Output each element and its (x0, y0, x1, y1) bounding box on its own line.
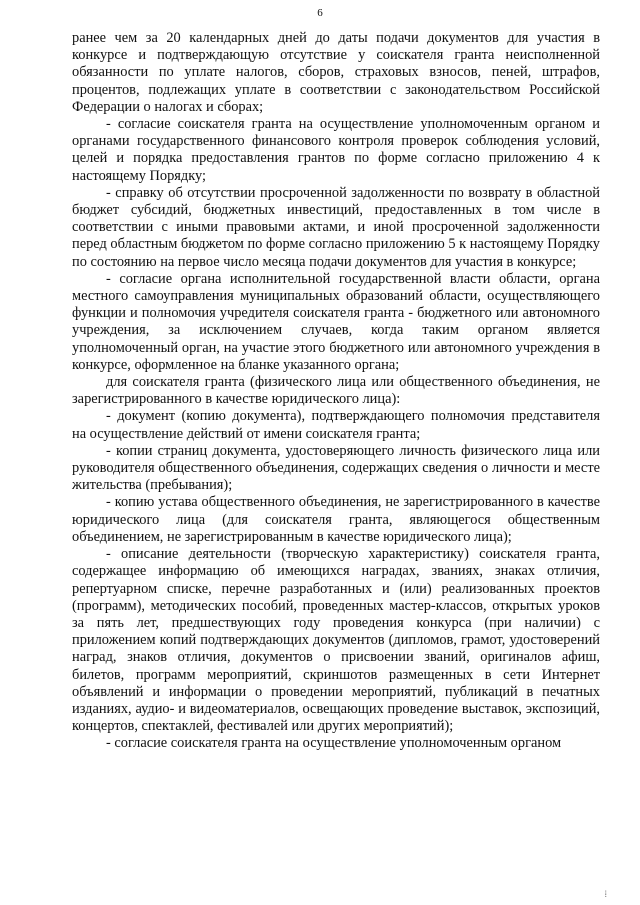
footer-mark: ⁞ (604, 889, 607, 899)
document-body (72, 30, 600, 753)
paragraph-founder-consent: - согласие органа исполнительной государственной власти области, органа местного самоуправления муниципальных образований области, осуществляющего функции и полномочия учредителя соискателя гранта - бюджетного или автономного учреждения, за исключением случаев, когда таким органом является уполномоченный орган, на участие этого бюджетного или автономного учреждения в конкурсе, оформленное на бланке указанного органа; (72, 270, 600, 373)
paragraph-consent-inspection: - согласие соискателя гранта на осуществление уполномоченным органом и органами государственного финансового контроля проверок соблюдения условий, целей и порядка предоставления грантов по форме согласно приложению 4 к настоящему Порядку; (72, 116, 600, 184)
paragraph-representative-document: - документ (копию документа), подтверждающего полномочия представителя на осуществление действий от имени соискателя гранта; (72, 408, 600, 442)
paragraph-identity-copies: - копии страниц документа, удостоверяющего личность физического лица или руководителя общественного объединения, содержащих сведения о личности и месте жительства (пребывания); (72, 442, 600, 494)
paragraph-debt-certificate: - справку об отсутствии просроченной задолженности по возврату в областной бюджет субсидий, бюджетных инвестиций, предоставленных в том числе в соответствии с иными правовыми актами, и иной просроченной задолженности перед областным бюджетом по форме согласно приложению 5 к настоящему Порядку по состоянию на первое число месяца подачи документов для участия в конкурсе; (72, 184, 600, 270)
paragraph-consent-final: - согласие соискателя гранта на осуществление уполномоченным органом (106, 735, 562, 752)
paragraph-activity-description: - описание деятельности (творческую характеристику) соискателя гранта, содержащее информацию об имеющихся наградах, званиях, знаках отличия, репертуарном списке, перечне разработанных и (или) реализованных проектов (программ), методических пособий, проведенных мастер-классов, открытых уроков за пять лет, предшествующих году проведения конкурса (при наличии) с приложением копий подтверждающих документов (дипломов, грамот, удостоверений наград, знаков отличия, документов о присвоении званий, оригиналов афиш, билетов, программ мероприятий, скриншотов размещенных в сети Интернет объявлений и информации о проведении мероприятий, публикаций в печатных изданиях, аудио- и видеоматериалов, освещающих проведение выставок, экспозиций, концертов, спектаклей, фестивалей или других мероприятий); (72, 546, 600, 735)
paragraph-individual-applicant: для соискателя гранта (физического лица или общественного объединения, не зарегистрированного в качестве юридического лица): (72, 374, 600, 408)
paragraph-continuation: ранее чем за 20 календарных дней до даты подачи документов для участия в конкурсе и подтверждающую отсутствие у соискателя гранта неисполненной обязанности по уплате налогов, сборов, страховых взносов, пеней, штрафов, процентов, подлежащих уплате в соответствии с законодательством Российской Федерации о налогах и сборах; (72, 30, 600, 115)
paragraph-charter-copy: - копию устава общественного объединения, не зарегистрированного в качестве юридического лица (для соискателя гранта, являющегося общественным объединением, не зарегистрированным в качестве юридического лица); (72, 494, 600, 545)
page-number: 6 (317, 7, 323, 19)
